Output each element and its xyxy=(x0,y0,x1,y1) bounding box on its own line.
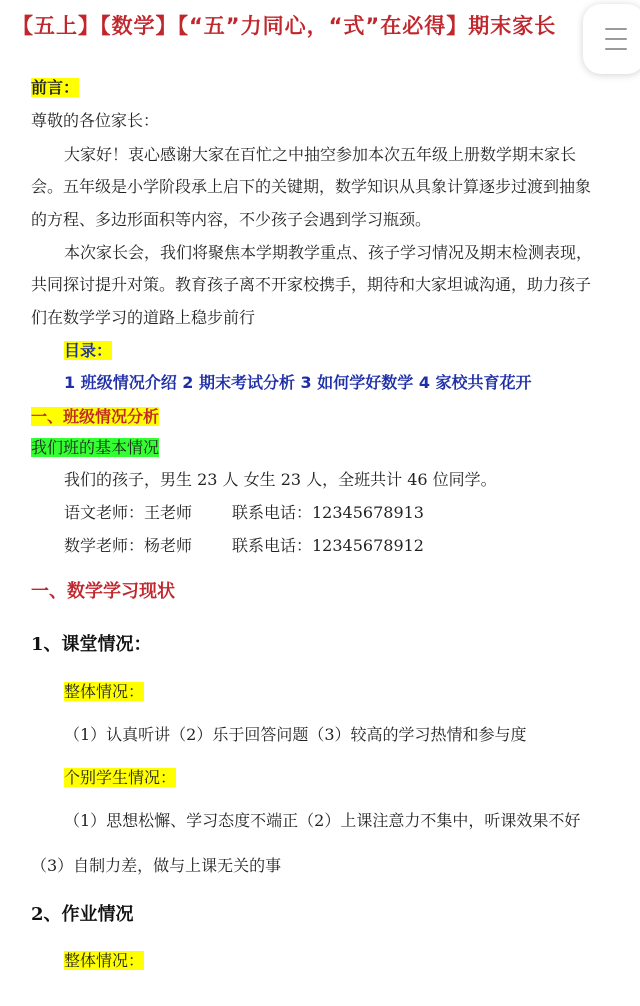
homework-overall-label: 整体情况： xyxy=(64,951,145,970)
section-math-heading: 一、数学学习现状 xyxy=(31,581,175,602)
toc-label: 目录： xyxy=(64,341,113,360)
chinese-teacher-phone: 联系电话：12345678913 xyxy=(232,503,424,522)
toc-items: 1 班级情况介绍 2 期末考试分析 3 如何学好数学 4 家校共育花开 xyxy=(64,373,532,392)
class-individual-line-1: （1）思想松懈、学习态度不端正（2）上课注意力不集中，听课效果不好 xyxy=(64,811,581,830)
preface-paragraph-1-line-1: 大家好！衷心感谢大家在百忙之中抽空参加本次五年级上册数学期末家长 xyxy=(64,145,577,164)
class-situation-heading: 1、课堂情况： xyxy=(31,634,152,655)
greeting: 尊敬的各位家长： xyxy=(31,111,160,130)
preface-paragraph-1-line-3: 的方程、多边形面积等内容，不少孩子会遇到学习瓶颈。 xyxy=(31,210,432,229)
page-title: 【五上】【数学】【“五”力同心，“式”在必得】期末家长 xyxy=(12,14,557,38)
preface-paragraph-1-line-2: 会。五年级是小学阶段承上启下的关键期，数学知识从具象计算逐步过渡到抽象 xyxy=(31,177,592,196)
preface-paragraph-2-line-2: 共同探讨提升对策。教育孩子离不开家校携手，期待和大家坦诚沟通，助力孩子 xyxy=(31,275,592,294)
student-count: 我们的孩子，男生 23 人 女生 23 人，全班共计 46 位同学。 xyxy=(64,470,497,489)
class-overall-label: 整体情况： xyxy=(64,682,145,701)
homework-heading: 2、作业情况 xyxy=(31,904,134,925)
menu-button[interactable] xyxy=(583,4,640,74)
chinese-teacher: 语文老师：王老师 xyxy=(64,503,193,522)
preface-label: 前言： xyxy=(31,78,80,97)
class-individual-line-2: （3）自制力差，做与上课无关的事 xyxy=(31,856,282,875)
class-individual-label: 个别学生情况： xyxy=(64,768,177,787)
section-class-subheading: 我们班的基本情况 xyxy=(31,438,160,457)
class-overall-text: （1）认真听讲（2）乐于回答问题（3）较高的学习热情和参与度 xyxy=(64,725,527,744)
preface-paragraph-2-line-3: 们在数学学习的道路上稳步前行 xyxy=(31,308,256,327)
section-class-heading: 一、班级情况分析 xyxy=(31,407,160,426)
math-teacher: 数学老师：杨老师 xyxy=(64,536,193,555)
math-teacher-phone: 联系电话：12345678912 xyxy=(232,536,424,555)
preface-paragraph-2-line-1: 本次家长会，我们将聚焦本学期教学重点、孩子学习情况及期末检测表现， xyxy=(64,243,593,262)
